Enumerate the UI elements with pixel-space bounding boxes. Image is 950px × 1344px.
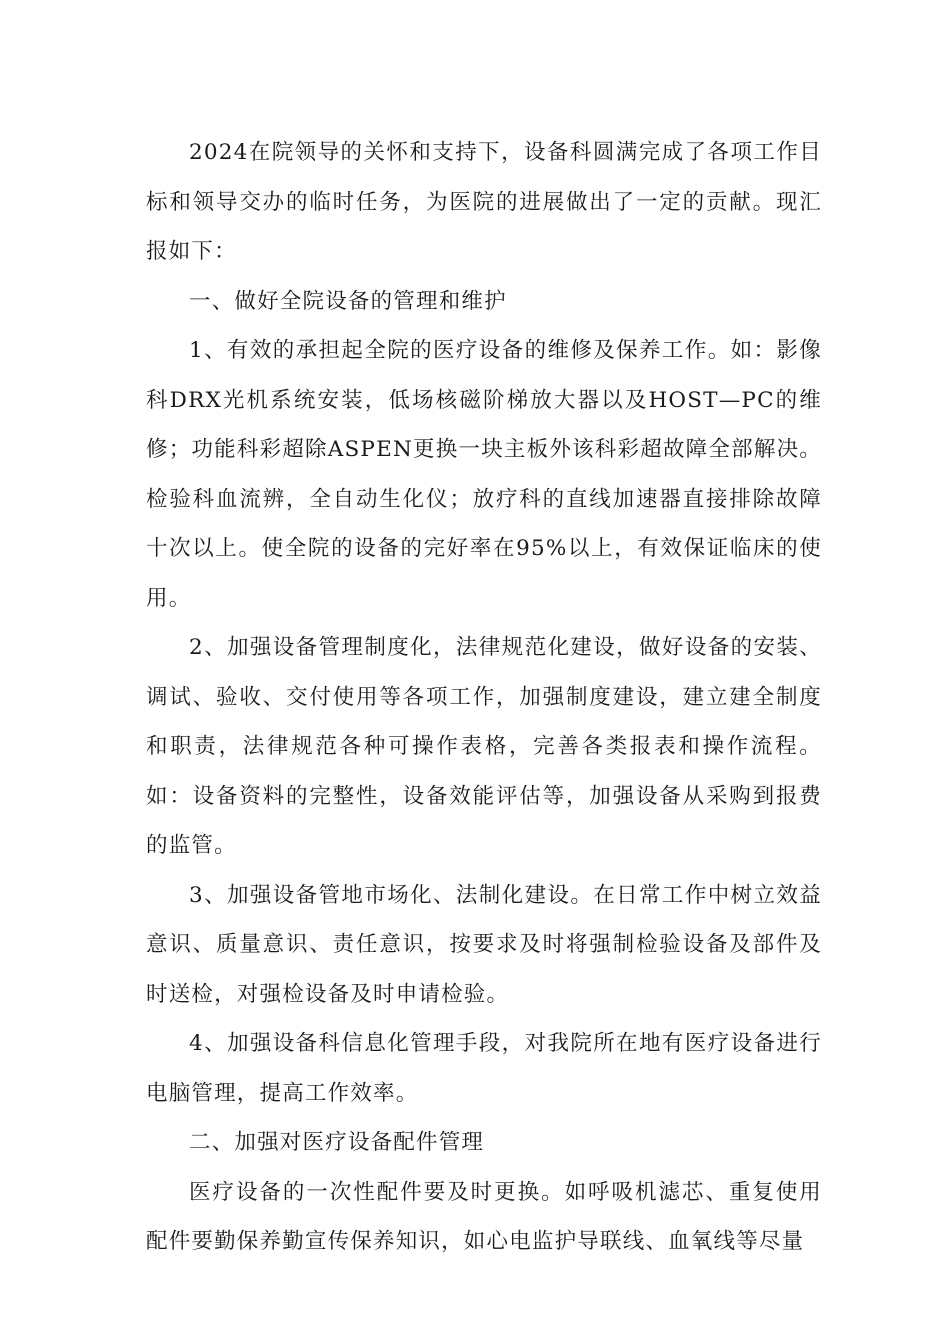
document-body: [146, 128, 822, 1267]
item-paragraph-4: 4、加强设备科信息化管理手段，对我院所在地有医疗设备进行电脑管理，提高工作效率。: [146, 1031, 822, 1106]
item-paragraph-3: 3、加强设备管地市场化、法制化建设。在日常工作中树立效益意识、质量意识、责任意识，按要求及时将强制检验设备及部件及时送检，对强检设备及时申请检验。: [146, 882, 822, 1007]
body-paragraph-accessories: 医疗设备的一次性配件要及时更换。如呼吸机滤芯、重复使用配件要勤保养勤宣传保养知识，如心电监护导联线、血氧线等尽量: [146, 1179, 822, 1254]
item-paragraph-2: 2、加强设备管理制度化，法律规范化建设，做好设备的安装、调试、验收、交付使用等各项工作，加强制度建设，建立建全制度和职责，法律规范各种可操作表格，完善各类报表和操作流程。如：设备资料的完整性，设备效能评估等，加强设备从采购到报费的监管。: [146, 635, 822, 858]
section-heading-2: 二、加强对医疗设备配件管理: [189, 1130, 485, 1155]
section-heading-1: 一、做好全院设备的管理和维护: [189, 288, 507, 314]
item-paragraph-1: 1、有效的承担起全院的医疗设备的维修及保养工作。如：影像科DRX光机系统安装，低场核磁阶梯放大器以及HOST—PC的维修；功能科彩超除ASPEN更换一块主板外该科彩超故障全部解决。检验科血流辨，全自动生化仪；放疗科的直线加速器直接排除故障十次以上。使全院的设备的完好率在95%以上，有效保证临床的使用。: [146, 338, 822, 611]
intro-paragraph: 2024在院领导的关怀和支持下，设备科圆满完成了各项工作目标和领导交办的临时任务，为医院的进展做出了一定的贡献。现汇报如下：: [146, 140, 822, 264]
